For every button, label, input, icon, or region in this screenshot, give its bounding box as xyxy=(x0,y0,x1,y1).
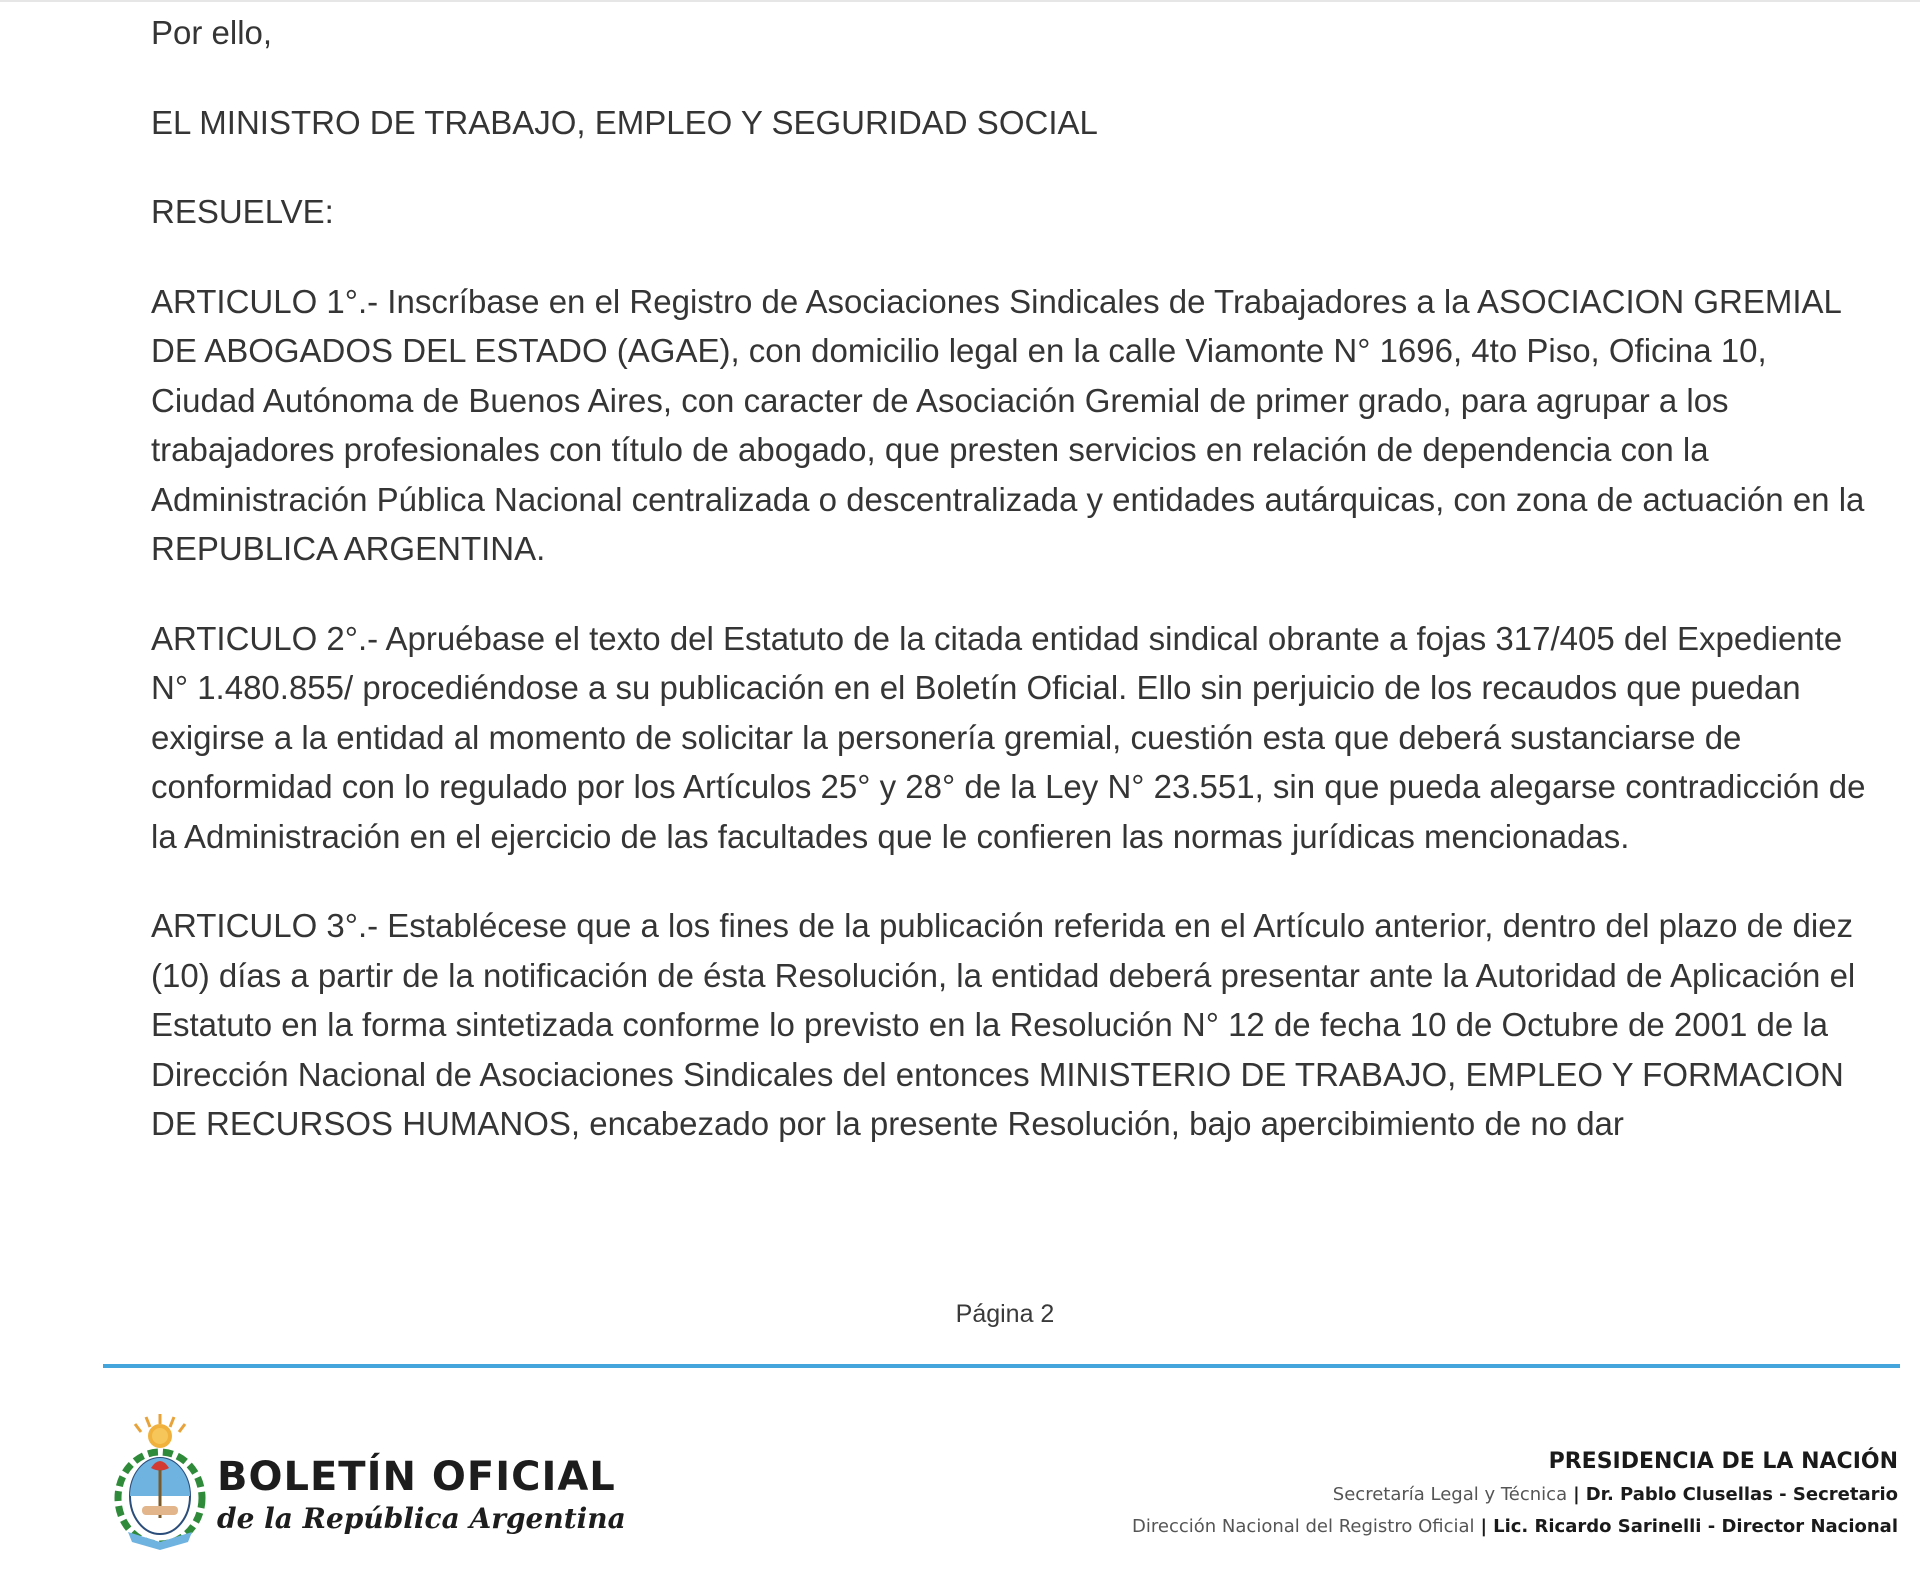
credit-line-direccion xyxy=(1132,1511,1898,1543)
article-3-paragraph: ARTICULO 3°.- Establécese que a los fines de la publicación referida en el Artículo anterior, dentro del plazo de diez (10) días a partir de la notificación de ésta Resolución, la entidad deberá presentar ante la Autoridad de Aplicación el Estatuto en la forma sintetizada conforme lo previsto en la Resolución N° 12 de fecha 10 de Octubre de 2001 de la Dirección Nacional de Asociaciones Sindicales del entonces MINISTERIO DE TRABAJO, EMPLEO Y FORMACION DE RECURSOS HUMANOS, encabezado por la presente Resolución, bajo apercibimiento de no dar xyxy=(151,907,1856,1142)
boletin-oficial-logo xyxy=(110,1410,626,1560)
credit-separator: | xyxy=(1573,1484,1580,1505)
coat-of-arms-icon xyxy=(110,1410,210,1552)
credit-person: Lic. Ricardo Sarinelli - Director Nacional xyxy=(1493,1516,1898,1537)
footer-divider xyxy=(103,1364,1900,1368)
credit-separator: | xyxy=(1480,1516,1488,1537)
brand-title: BOLETÍN OFICIAL xyxy=(217,1454,616,1500)
presidency-title: PRESIDENCIA DE LA NACIÓN xyxy=(1548,1449,1898,1474)
article-2-paragraph: ARTICULO 2°.- Apruébase el texto del Estatuto de la citada entidad sindical obrante a fojas 317/405 del Expediente N° 1.480.855/ procediéndose a su publicación en el Boletín Oficial. Ello sin perjuicio de los recaudos que puedan exigirse a la entidad al momento de solicitar la personería gremial, cuestión esta que deberá sustanciarse de conformidad con lo regulado por los Artículos 25° y 28° de la Ley N° 23.551, sin que pueda alegarse contradicción de la Administración en el ejercicio de las facultades que le confieren las normas jurídicas mencionadas. xyxy=(151,619,1866,855)
intro-paragraph: Por ello, xyxy=(151,14,273,51)
minister-heading: EL MINISTRO DE TRABAJO, EMPLEO Y SEGURIDAD SOCIAL xyxy=(151,103,1098,141)
credit-person: Dr. Pablo Clusellas - Secretario xyxy=(1585,1484,1898,1505)
page-number: Página 2 xyxy=(955,1300,1055,1328)
brand-subtitle: de la República Argentina xyxy=(217,1502,626,1535)
article-1-paragraph: ARTICULO 1°.- Inscríbase en el Registro de Asociaciones Sindicales de Trabajadores a la ASOCIACION GREMIAL DE ABOGADOS DEL ESTADO (AGAE), con domicilio legal en la calle Viamonte N° 1696, 4to Piso, Oficina 10, Ciudad Autónoma de Buenos Aires, con caracter de Asociación Gremial de primer grado, para agrupar a los trabajadores profesionales con título de abogado, que presten servicios en relación de dependencia con la Administración Pública Nacional centralizada o descentralizada y entidades autárquicas, con zona de actuación en la REPUBLICA ARGENTINA. xyxy=(151,282,1865,567)
credit-line-secretaria xyxy=(1132,1479,1898,1511)
presidency-credits xyxy=(1132,1445,1898,1543)
resolve-heading: RESUELVE: xyxy=(151,193,334,230)
credit-office: Secretaría Legal y Técnica xyxy=(1332,1484,1568,1505)
credit-office: Dirección Nacional del Registro Oficial xyxy=(1132,1516,1475,1537)
document-body xyxy=(151,8,1866,1189)
top-divider xyxy=(0,0,1920,2)
